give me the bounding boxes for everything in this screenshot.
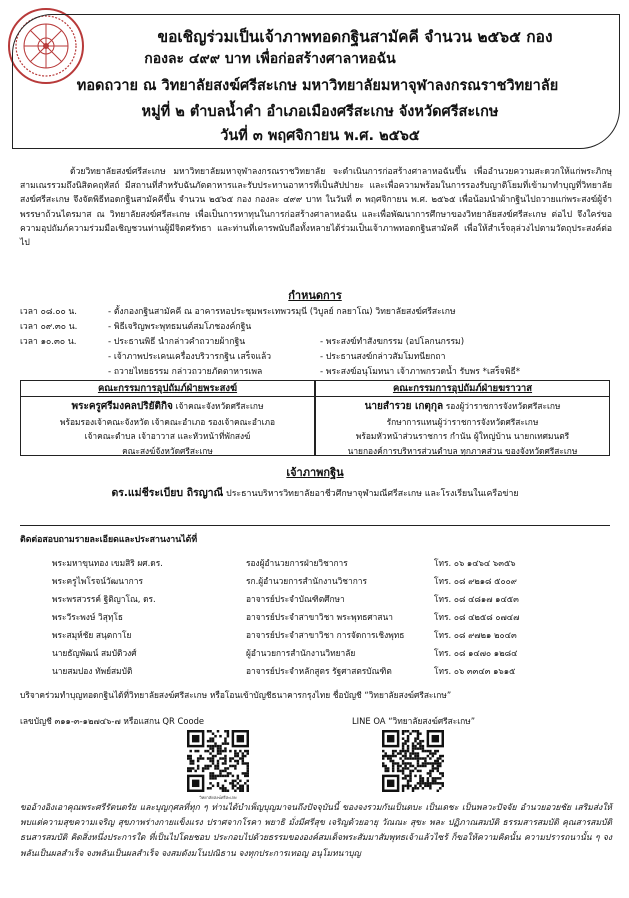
bank-account: เลขบัญชี ๓๑๑-๓-๑๒๗๔๖-๗ หรือแสกน QR Coode: [20, 716, 205, 726]
divider: [20, 525, 610, 526]
committee-lay-name: นายสำรวย เกตุกุล: [364, 401, 444, 412]
committee-monk-lead: [21, 399, 314, 415]
committee-lay-line4: นายกองค์การบริหารส่วนตำบล ทุกภาคส่วน ของจังหวัดศรีสะเกษ: [347, 445, 578, 456]
header-address: หมู่ที่ ๒ ตำบลน้ำคำ อำเภอเมืองศรีสะเกษ จังหวัดศรีสะเกษ: [141, 104, 499, 120]
committee-monk-box: [20, 380, 315, 456]
committee-monk-title: คณะกรรมการอุปถัมภ์ฝ่ายพระสงฆ์: [21, 381, 314, 397]
contact-name: พระครูไพโรจน์วัฒนาการ: [52, 576, 143, 586]
host-desc: ประธานบริหารวิทยาลัยอาชีวศึกษาจุฬามณีศรีสะเกษ และโรงเรียนในเครือข่าย: [226, 489, 519, 499]
header-title: ขอเชิญร่วมเป็นเจ้าภาพทอดกฐินสามัคคี จำนวน ๒๕๖๕ กอง: [157, 28, 553, 46]
schedule-desc-2: - ประธานสงฆ์กล่าวสัมโมทนียกถา: [320, 352, 446, 362]
contact-name: พระสมุห์ชัย สนฺตกาโย: [52, 630, 132, 640]
bank-qr-code-icon[interactable]: [187, 730, 249, 792]
schedule-desc: - ตั้งกองกฐินสามัคคี ณ อาคารหอประชุมพระเทพวรมุนี (วิบูลย์ กลยาโณ) วิทยาลัยสงฆ์ศรีสะเกษ: [108, 307, 456, 317]
donation-info: บริจาคร่วมทำบุญทอดกฐินได้ที่วิทยาลัยสงฆ์ศรีสะเกษ หรือโอนเข้าบัญชีธนาคารกรุงไทย ชื่อบัญชี “วิทยาลัยสงฆ์ศรีสะเกษ”: [20, 690, 452, 700]
schedule-time: เวลา ๐๙.๓๐ น.: [20, 322, 78, 332]
contact-name: นายสมปอง ทัพย์สมบัติ: [52, 666, 133, 676]
qr-caption: วิทยาลัยสงฆ์ศรีสะเกษ: [199, 795, 237, 800]
contact-name: พระพรสวรรค์ ฐิติญาโณ, ดร.: [52, 594, 156, 604]
schedule-time: เวลา ๑๐.๓๐ น.: [20, 337, 77, 347]
contact-name: พระมหาขุนทอง เขมสิริ ผศ.ดร.: [52, 558, 163, 568]
schedule-desc-2: - พระสงฆ์ทำสังฆกรรม (อปโลกนกรรม): [320, 337, 465, 347]
committee-monk-name: พระครูศรีมงคลปริยัติกิจ: [71, 401, 173, 412]
committee-monk-line2: พร้อมรองเจ้าคณะจังหวัด เจ้าคณะอำเภอ รองเจ้าคณะอำเภอ: [59, 416, 276, 427]
committee-lay-lead: [316, 399, 609, 415]
contact-phone: โทร. ๐๘ ๑๔๗๐ ๑๒๘๔: [434, 648, 518, 658]
committee-lay-box: [315, 380, 610, 456]
contact-phone: โทร. ๐๖ ๑๔๖๔ ๖๓๕๖: [434, 558, 516, 568]
header-venue: ทอดถวาย ณ วิทยาลัยสงฆ์ศรีสะเกษ มหาวิทยาลัยมหาจุฬาลงกรณราชวิทยาลัย: [76, 78, 559, 94]
committee-lay-title: คณะกรรมการอุปถัมภ์ฝ่ายฆราวาส: [316, 381, 609, 397]
schedule-desc: - ประธานพิธี นำกล่าวคำถวายผ้ากฐิน: [108, 337, 246, 347]
contact-title: ติดต่อสอบถามรายละเอียดและประสานงานได้ที่: [20, 535, 198, 545]
schedule-desc: - เจ้าภาพประเคนเครื่องบริวารกฐิน เสร็จแล้ว: [108, 352, 272, 362]
contact-phone: โทร. ๐๘ ๔๘๑๗ ๑๔๕๓: [434, 594, 519, 604]
host-name: ดร.แม่ชีระเบียบ ถิรญาณี: [111, 487, 224, 499]
schedule-title: กำหนดการ: [288, 289, 342, 302]
committee-monk-role: เจ้าคณะจังหวัดศรีสะเกษ: [175, 401, 264, 411]
host-title: เจ้าภาพกฐิน: [286, 466, 344, 479]
contact-name: นายธัญพัฒน์ สมบัติวงศ์: [52, 648, 137, 658]
contact-phone: โทร. ๐๖ ๓๓๔๓ ๑๖๑๕: [434, 666, 516, 676]
committee-monk-line4: คณะสงฆ์จังหวัดศรีสะเกษ: [122, 445, 213, 456]
header-date: วันที่ ๓ พฤศจิกายน พ.ศ. ๒๕๖๕: [220, 128, 420, 144]
contact-role: ผู้อำนวยการสำนักงานวิทยาลัย: [246, 648, 356, 658]
contact-role: รองผู้อำนวยการฝ่ายวิชาการ: [246, 558, 348, 568]
schedule-desc: - พิธีเจริญพระพุทธมนต์สมโภชองค์กฐิน: [108, 322, 252, 332]
contact-role: อาจารย์ประจำบัณฑิตศึกษา: [246, 594, 345, 604]
blessing-paragraph: ขออ้างอิงเอาคุณพระศรีรัตนตรัย และบุญกุศลที่ทุก ๆ ท่านได้บำเพ็ญบุญมาจนถึงปัจจุบันนี้ ของจงรวมกันเป็นตบะ เป็นเดชะ เป็นพลวะปัจจัย อำนวยอวยชัย เสริมส่งให้พบแต่ความสุขความเจริญ สุขภาพร่างกายแข็งแรง ปราศจากโรคา พยาธิ มั่งมีศรีสุข เจริญด้วยอายุ วัณณะ สุขะ พละ ปฏิภาณสมบัติ ธรรมสารสมบัติ คุณสารสมบัติ ธนสารสมบัติ คิดสิ่งหนึ่งประการใด ที่เป็นไปโดยชอบ ประกอบไปด้วยธรรมขององค์สมเด็จพระสัมมาสัมพุทธเจ้าแล้วไซร้ ก็ขอให้ความคิดนั้น ความปรารถนานั้น ๆ จงพลันเป็นผลสำเร็จ จงพลันเป็นผลสำเร็จ จงสมดังมโนปณิธาน จงทุกประการเทอญ อนุโมทนาบุญ: [20, 803, 612, 859]
contact-role: อาจารย์ประจำสาขาวิชา การจัดการเชิงพุทธ: [246, 630, 405, 640]
committee-monk-line3: เจ้าคณะตำบล เจ้าอาวาส และหัวหน้าที่พักสงฆ์: [84, 431, 251, 441]
schedule-desc: - ถวายไทยธรรม กล่าวถวายภัตตาหารเพล: [108, 367, 263, 377]
contact-phone: โทร. ๐๘ ๔๒๕๘ ๐๗๔๗: [434, 612, 520, 622]
host-line: [20, 484, 610, 501]
committee-lay-line3: พร้อมหัวหน้าส่วนราชการ กำนัน ผู้ใหญ่บ้าน นายกเทศมนตรี: [355, 431, 570, 441]
committee-lay-line2: รักษาการแทนผู้ว่าราชการจังหวัดศรีสะเกษ: [386, 416, 539, 427]
contact-role: รก.ผู้อำนวยการสำนักงานวิชาการ: [246, 576, 367, 586]
schedule-desc-2: - พระสงฆ์อนุโมทนา เจ้าภาพกรวดน้ำ รับพร *เสร็จพิธี*: [320, 367, 520, 377]
contact-phone: โทร. ๐๘ ๙๒๑๘ ๕๐๐๙: [434, 576, 517, 586]
contact-role: อาจารย์ประจำหลักสูตร รัฐศาสตรบัณฑิต: [246, 666, 392, 676]
line-oa-qr-code-icon[interactable]: [382, 730, 444, 792]
committee-lay-role: รองผู้ว่าราชการจังหวัดศรีสะเกษ: [445, 401, 561, 411]
contact-name: พระวีระพงษ์ วิสุทฺโธ: [52, 612, 123, 622]
contact-phone: โทร. ๐๘ ๙๗๒๑ ๒๐๔๓: [434, 630, 517, 640]
header-subtitle: กองละ ๔๙๙ บาท เพื่อก่อสร้างศาลาหอฉัน: [144, 51, 396, 67]
intro-paragraph: ด้วยวิทยาลัยสงฆ์ศรีสะเกษ มหาวิทยาลัยมหาจุฬาลงกรณราชวิทยาลัย จะดำเนินการก่อสร้างศาลาหอฉันขึ้น เพื่ออำนวยความสะดวกให้แก่พระภิกษุสามเณรรวมถึงนิสิตคฤหัสถ์ มีสถานที่สำหรับฉันภัตตาหารและรับประทานอาหารที่เป็นสัปปายะ และเพื่อความพร้อมในการรองรับญาติโยมที่เข้ามาทำบุญที่วิทยาลัยสงฆ์ศรีสะเกษ จึงจัดพิธีทอดกฐินสามัคคีขึ้น จำนวน ๒๕๖๕ กอง กองละ ๔๙๙ บาท ในวันที่ ๓ พฤศจิกายน พ.ศ. ๒๕๖๕ เพื่อน้อมนำผ้ากฐินไปถวายแก่พระสงฆ์ผู้จำพรรษาถ้วนไตรมาส ณ วิทยาลัยสงฆ์ศรีสะเกษ เพื่อเป็นการหาทุนในการก่อสร้างศาลาหอฉัน และเพื่อพัฒนาการศึกษาของวิทยาลัยสงฆ์ศรีสะเกษ ต่อไป จึงใคร่ขอความอุปถัมภ์ความร่วมมือเชิญชวนท่านผู้มีจิตศรัทธา และท่านที่เคารพนับถือทั้งหลายได้ร่วมเป็นเจ้าภาพทอดกฐินสามัคคี เพื่อให้สำเร็จลุล่วงไปตามวัตถุประสงค์ต่อไป: [20, 167, 612, 249]
line-oa-label: LINE OA “วิทยาลัยสงฆ์ศรีสะเกษ”: [352, 716, 476, 726]
schedule-time: เวลา ๐๘.๐๐ น.: [20, 307, 78, 317]
contact-role: อาจารย์ประจำสาขาวิชา พระพุทธศาสนา: [246, 612, 393, 622]
